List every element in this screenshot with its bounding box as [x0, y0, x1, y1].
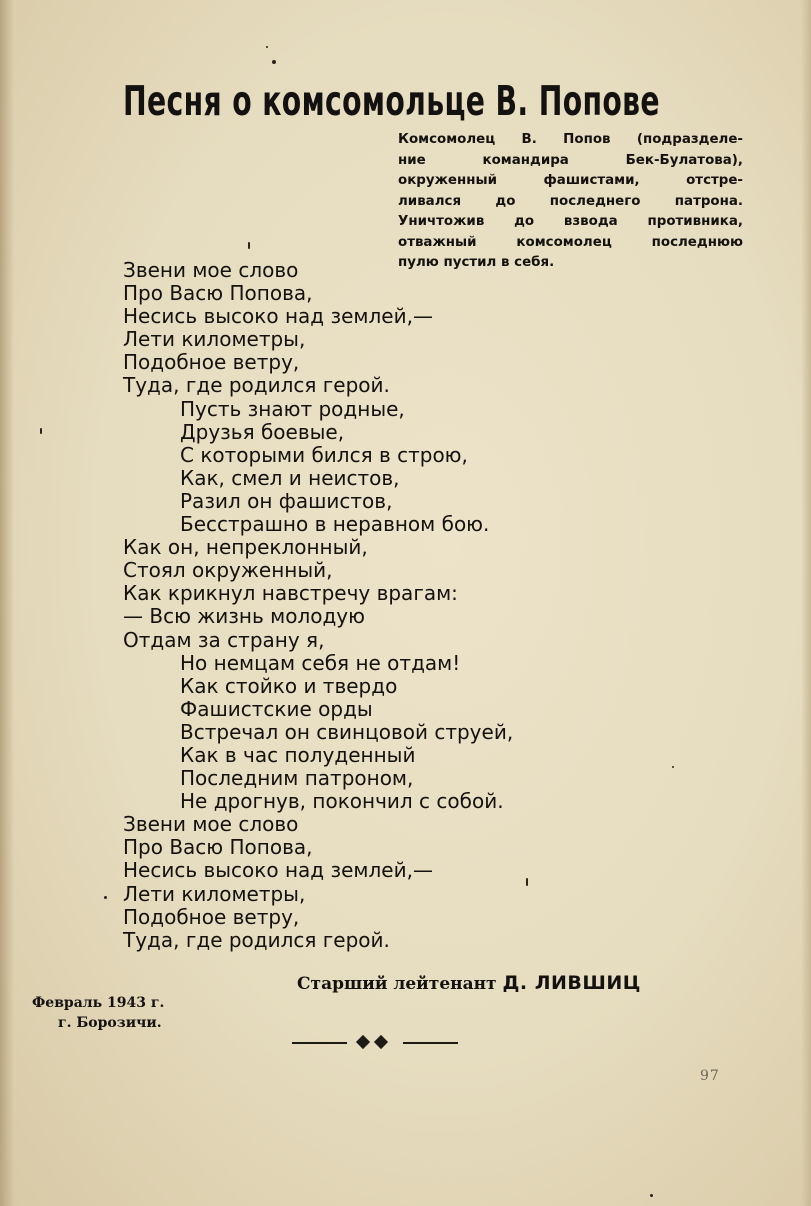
- paper-speck: [104, 896, 107, 899]
- poem-line: Фашистские орды: [180, 696, 373, 721]
- poem-title: Песня о комсомольце В. Попове: [123, 77, 660, 125]
- poem-line: Про Васю Попова,: [123, 835, 313, 860]
- ornament-rule-left: [292, 1042, 347, 1044]
- paper-speck: [40, 428, 42, 434]
- poem-line: Как в час полуденный: [180, 742, 416, 767]
- page-number: 97: [700, 1068, 720, 1084]
- epigraph-line: ливался до последнего патрона.: [398, 193, 743, 209]
- poem-line: Как он, непреклонный,: [123, 535, 368, 560]
- epigraph-line: окруженный фашистами, отстре-: [398, 173, 743, 188]
- author-rank: Старший лейтенант: [297, 974, 497, 994]
- epigraph-line: Комсомолец В. Попов (подразделе-: [398, 132, 743, 147]
- poem-line: Туда, где родился герой.: [123, 373, 390, 398]
- poem-body: [123, 259, 683, 952]
- poem-line: Отдам за страну я,: [123, 627, 325, 652]
- poem-line: Лети километры,: [123, 881, 306, 906]
- poem-line: С которыми бился в строю,: [180, 442, 468, 467]
- date-line: Февраль 1943 г.: [32, 995, 165, 1011]
- epigraph: [398, 130, 743, 274]
- paper-speck: [272, 60, 276, 64]
- epigraph-line: ние командира Бек-Булатова),: [398, 152, 743, 168]
- poem-line: Последним патроном,: [180, 766, 414, 791]
- poem-line: Встречал он свинцовой струей,: [180, 719, 514, 744]
- paper-speck: [672, 766, 674, 768]
- author-name: Д. ЛИВШИЦ: [502, 972, 641, 994]
- diamond-icon: [374, 1035, 388, 1049]
- ornament-rule-right: [403, 1042, 458, 1044]
- poem-line: Друзья боевые,: [180, 419, 345, 444]
- paper-speck: [526, 878, 528, 886]
- poem-line: Про Васю Попова,: [123, 281, 313, 306]
- poem-line: Звени мое слово: [123, 258, 299, 282]
- end-ornament: [292, 1033, 458, 1053]
- place-line: г. Борозичи.: [58, 1015, 162, 1031]
- epigraph-line: отважный комсомолец последнюю: [398, 234, 743, 250]
- author-signature: [297, 970, 641, 997]
- poem-line: Разил он фашистов,: [180, 488, 393, 513]
- poem-line: Но немцам себя не отдам!: [180, 650, 461, 675]
- poem-line: — Всю жизнь молодую: [123, 604, 365, 629]
- poem-line: Пусть знают родные,: [180, 396, 405, 421]
- poem-line: Как, смел и неистов,: [180, 465, 400, 490]
- poem-line: Бесстрашно в неравном бою.: [180, 512, 490, 537]
- paper-speck: [266, 46, 268, 48]
- paper-speck: [650, 1194, 653, 1197]
- poem-line: Несись высоко над землей,—: [123, 858, 433, 883]
- diamond-icon: [356, 1035, 370, 1049]
- poem-line: Подобное ветру,: [123, 350, 300, 375]
- poem-line: Не дрогнув, покончил с собой.: [180, 789, 504, 814]
- paper-speck: [248, 242, 250, 249]
- poem-line: Туда, где родился герой.: [123, 927, 390, 952]
- epigraph-line: Уничтожив до взвода противника,: [398, 214, 743, 229]
- poem-line: Подобное ветру,: [123, 904, 300, 929]
- poem-line: Звени мое слово: [123, 812, 299, 837]
- poem-line: Стоял окруженный,: [123, 558, 333, 583]
- poem-line: Как крикнул навстречу врагам:: [123, 581, 458, 606]
- epigraph-line: пулю пустил в себя.: [398, 255, 555, 270]
- date-place: [32, 993, 164, 1033]
- poem-line: Несись высоко над землей,—: [123, 304, 433, 329]
- poem-line: Лети километры,: [123, 327, 306, 352]
- poem-line: Как стойко и твердо: [180, 673, 398, 698]
